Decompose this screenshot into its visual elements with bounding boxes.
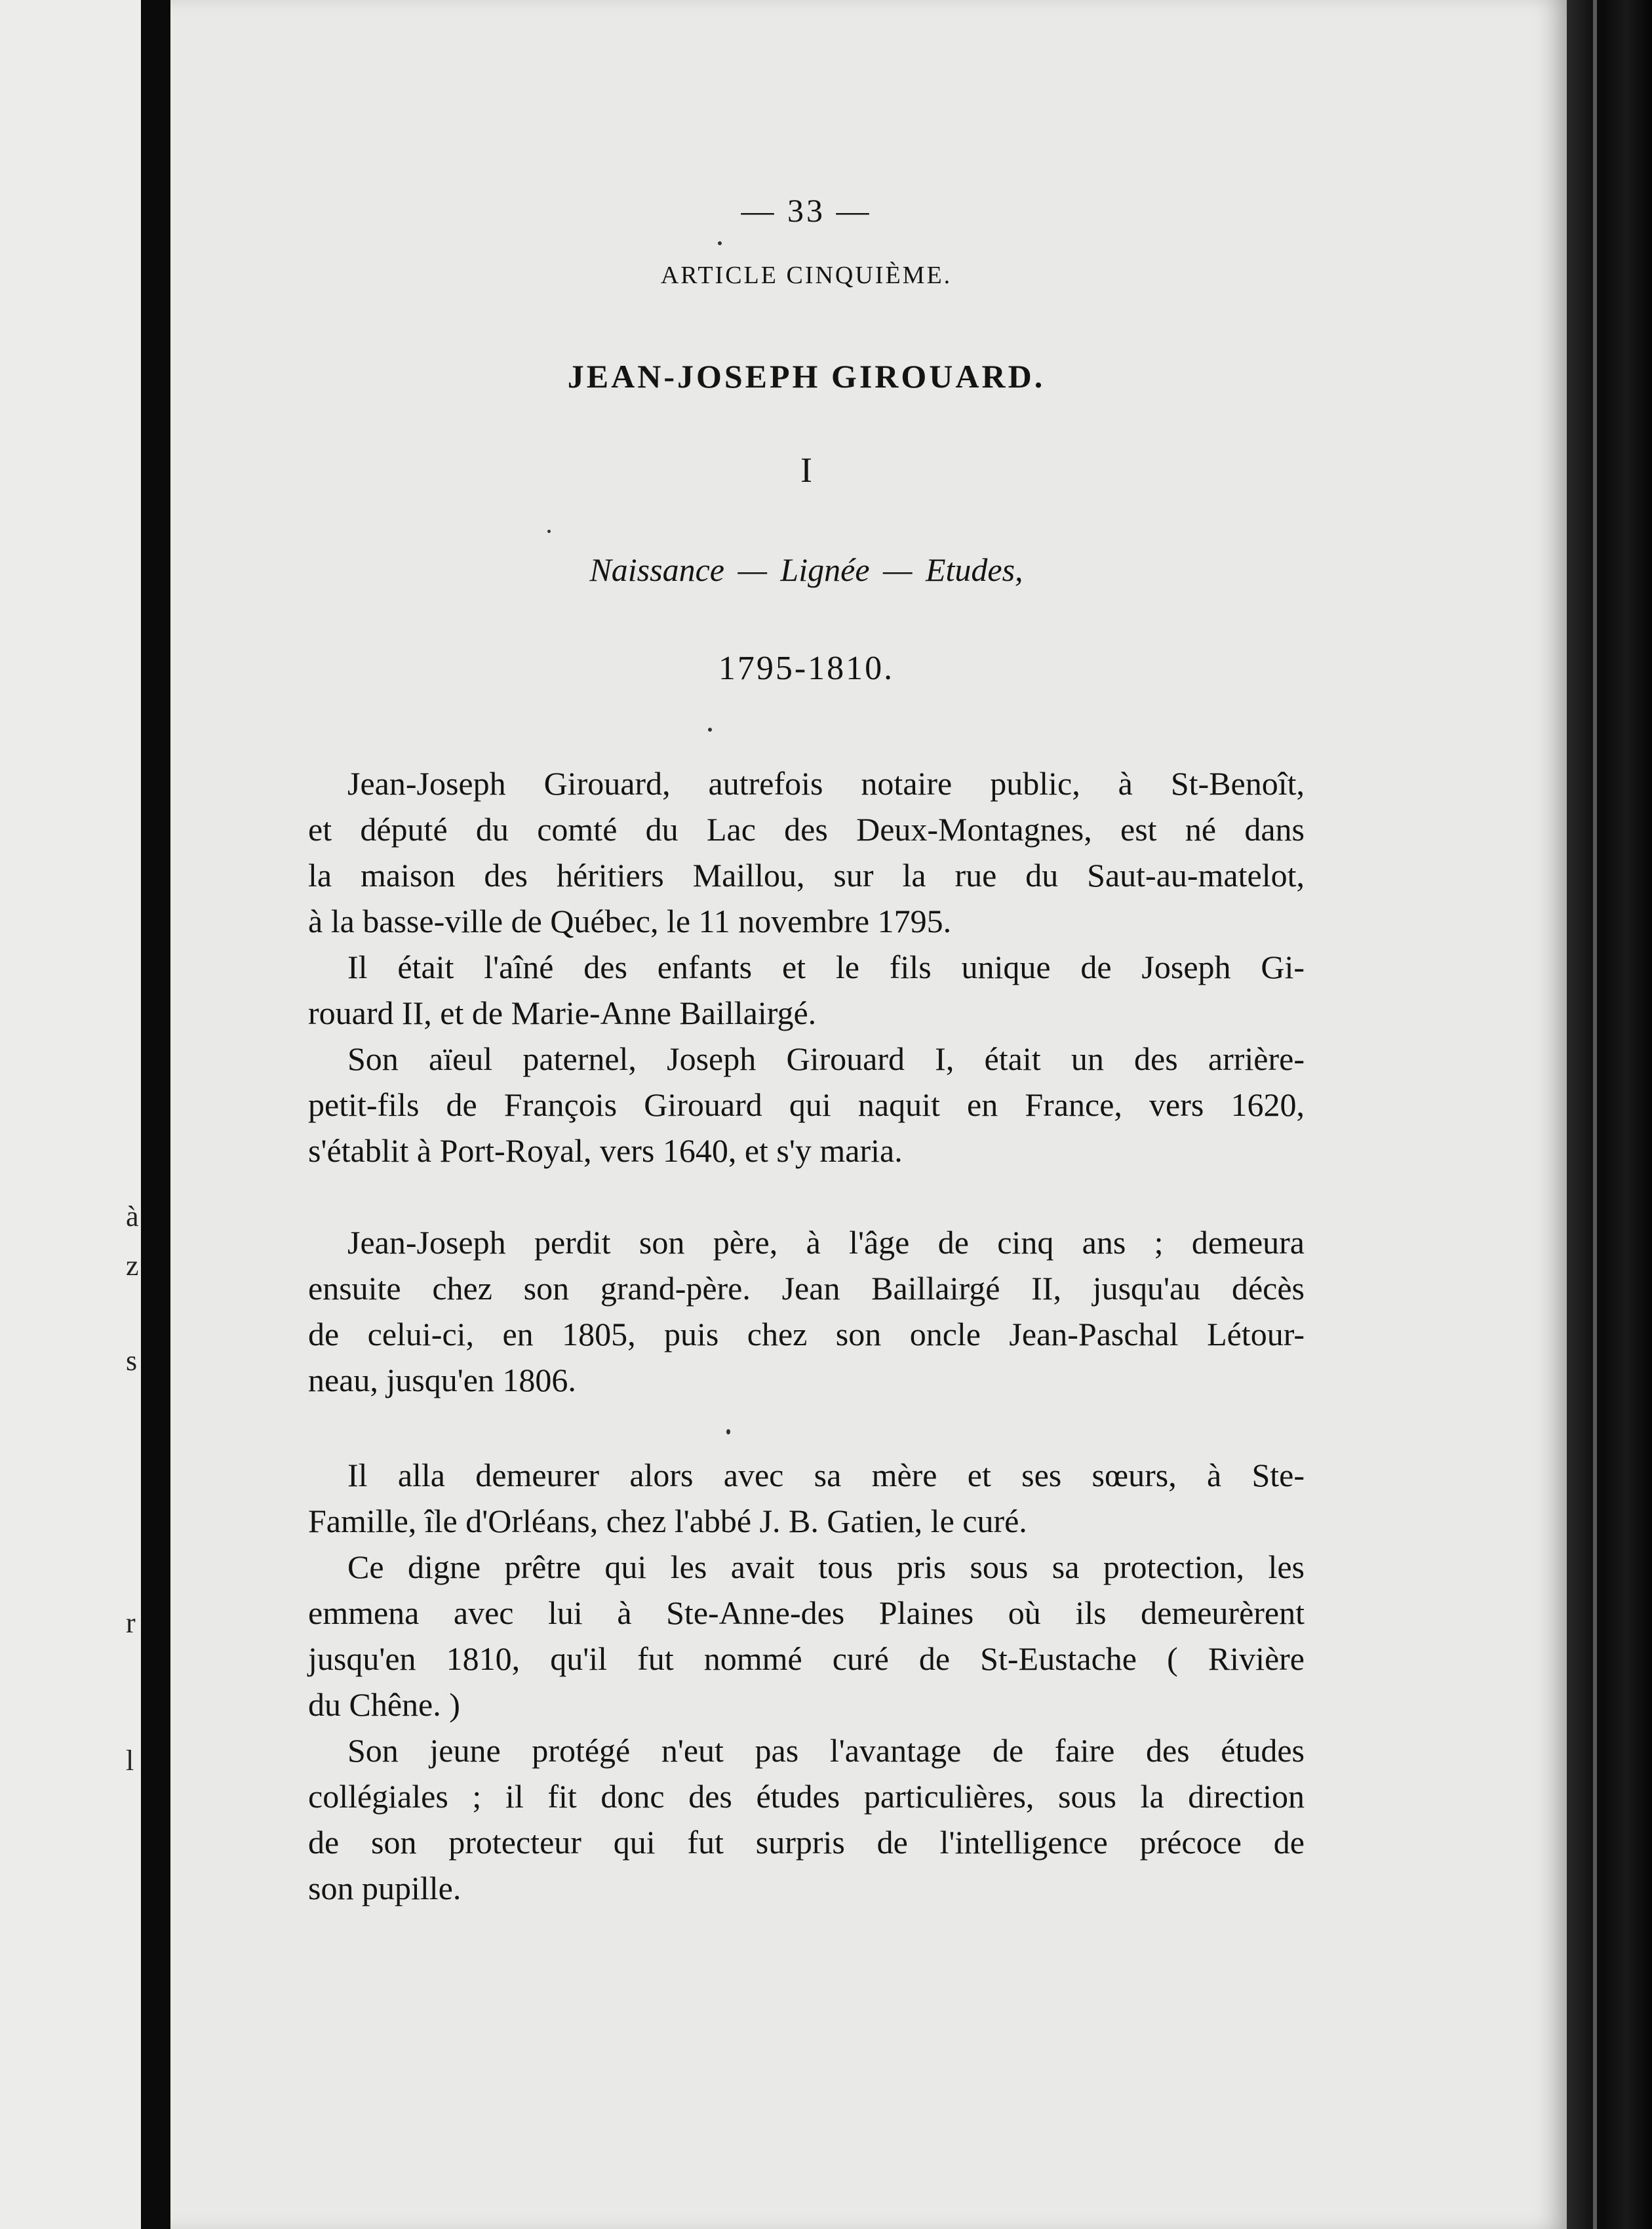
paragraph-family [308, 944, 1305, 1036]
paper-speck [708, 728, 712, 732]
text-line: de son protecteur qui fut surpris de l'intelligence précoce de [308, 1824, 1305, 1861]
left-page-fragment-char: l [126, 1745, 134, 1777]
paragraph-birth [308, 760, 1305, 944]
text-line: à la basse-ville de Québec, le 11 novembre 1795. [308, 903, 952, 939]
paragraph-ancestry [308, 1036, 1305, 1174]
text-line: du Chêne. ) [308, 1686, 460, 1723]
left-page-fragment-char: r [126, 1607, 136, 1639]
page-edge-rim [1593, 0, 1597, 2229]
left-page-fragment [0, 0, 141, 2229]
book-gutter [141, 0, 170, 2229]
text-line: s'établit à Port-Royal, vers 1640, et s'y maria. [308, 1132, 903, 1169]
date-range: 1795-1810. [718, 650, 895, 687]
text-line: rouard II, et de Marie-Anne Baillairgé. [308, 995, 817, 1031]
text-line: Jean-Joseph Girouard, autrefois notaire public, à St-Benoît, [347, 765, 1305, 802]
text-line: son pupille. [308, 1870, 462, 1906]
paragraph-ste-famille [308, 1452, 1305, 1544]
article-heading: ARTICLE CINQUIÈME. [660, 262, 953, 289]
paragraph-childhood [308, 1219, 1305, 1403]
text-line: Jean-Joseph perdit son père, à l'âge de cinq ans ; demeura [347, 1224, 1305, 1261]
text-line: Son aïeul paternel, Joseph Girouard I, était un des arrière- [347, 1040, 1305, 1077]
text-line: ensuite chez son grand-père. Jean Baillairgé II, jusqu'au décès [308, 1270, 1305, 1307]
text-line: Il alla demeurer alors avec sa mère et ses sœurs, à Ste- [347, 1457, 1305, 1493]
section-numeral: I [800, 450, 812, 490]
paper-speck [547, 530, 551, 533]
page-edge-stack [1567, 0, 1652, 2229]
text-line: Il était l'aîné des enfants et le fils unique de Joseph Gi- [347, 949, 1305, 985]
text-line: petit-fils de François Girouard qui naquit en France, vers 1620, [308, 1086, 1305, 1123]
text-line: Famille, île d'Orléans, chez l'abbé J. B. Gatien, le curé. [308, 1503, 1027, 1539]
text-line: et député du comté du Lac des Deux-Montagnes, est né dans [308, 811, 1305, 848]
paragraph-studies [308, 1727, 1305, 1911]
text-line: neau, jusqu'en 1806. [308, 1362, 576, 1398]
text-line: collégiales ; il fit donc des études particulières, sous la direction [308, 1778, 1305, 1815]
text-line: Ce digne prêtre qui les avait tous pris sous sa protection, les [347, 1548, 1305, 1585]
text-line: Son jeune protégé n'eut pas l'avantage de faire des études [347, 1732, 1305, 1769]
text-line: la maison des héritiers Maillou, sur la rue du Saut-au-matelot, [308, 857, 1305, 894]
paper-speck [718, 241, 722, 245]
text-line: emmena avec lui à Ste-Anne-des Plaines où ils demeurèrent [308, 1594, 1305, 1631]
left-page-fragment-char: s [126, 1345, 138, 1377]
paragraph-protection [308, 1544, 1305, 1727]
person-title: JEAN-JOSEPH GIROUARD. [567, 358, 1046, 395]
left-page-fragment-char: à [126, 1200, 139, 1233]
left-page-fragment-char: z [126, 1250, 139, 1282]
text-line: de celui-ci, en 1805, puis chez son oncle Jean-Paschal Létour- [308, 1316, 1305, 1352]
page-number: — 33 — [741, 192, 872, 229]
paper-speck [726, 1429, 730, 1434]
section-subtitle: Naissance — Lignée — Etudes, [589, 551, 1023, 588]
text-line: jusqu'en 1810, qu'il fut nommé curé de St-Eustache ( Rivière [308, 1640, 1305, 1677]
